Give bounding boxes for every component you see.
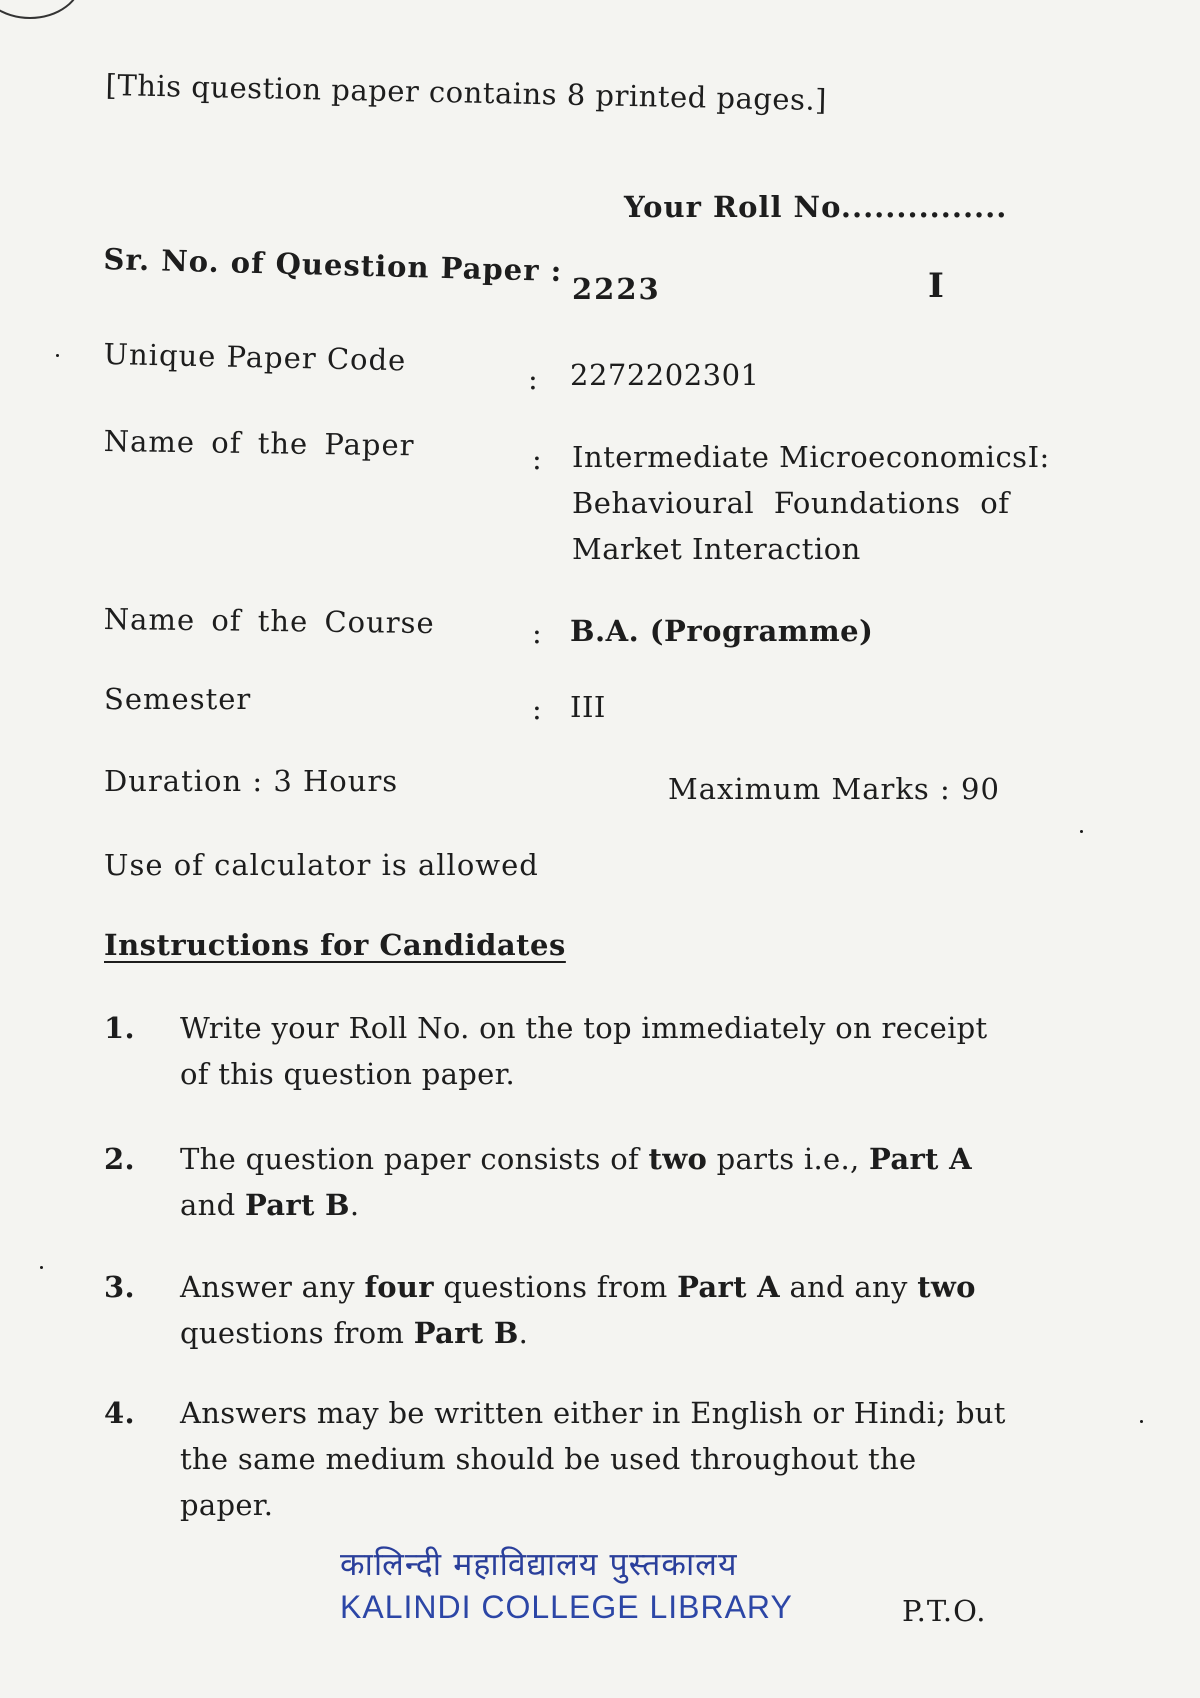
instruction-number: 2. <box>104 1142 135 1176</box>
instruction-text: Answer any four questions from Part A and any two questions from Part B. <box>180 1270 976 1350</box>
upc-label: Unique Paper Code <box>103 337 407 378</box>
course-colon: : <box>532 616 542 650</box>
instruction-item <box>104 1390 1014 1528</box>
paper-name-line-1: Intermediate MicroeconomicsI: <box>572 440 1050 474</box>
instruction-text: The question paper consists of two parts i.e., Part A and Part B. <box>180 1142 972 1222</box>
instruction-number: 4. <box>104 1396 135 1430</box>
duration: Duration : 3 Hours <box>104 764 399 798</box>
course-value: B.A. (Programme) <box>570 614 874 648</box>
semester-colon: : <box>532 692 542 726</box>
scan-speck <box>1140 1420 1143 1423</box>
roll-number-field: Your Roll No............... <box>624 190 1008 224</box>
serial-number-value: 2223 <box>572 272 661 306</box>
instruction-text: Write your Roll No. on the top immediately on receipt of this question paper. <box>180 1011 988 1091</box>
instruction-number: 3. <box>104 1270 135 1304</box>
instructions-heading: Instructions for Candidates <box>104 928 566 962</box>
paper-name-colon: : <box>532 442 542 476</box>
paper-name-line-2: Behavioural Foundations of <box>572 486 1010 520</box>
semester-value: III <box>570 690 606 724</box>
instruction-item <box>104 1005 1014 1097</box>
instruction-item <box>104 1136 1014 1228</box>
calculator-note: Use of calculator is allowed <box>104 848 539 882</box>
scan-speck <box>40 1266 43 1269</box>
instruction-number: 1. <box>104 1011 135 1045</box>
pto-label: P.T.O. <box>902 1594 987 1628</box>
paper-set: I <box>928 266 945 306</box>
serial-number-label: Sr. No. of Question Paper : <box>103 242 563 289</box>
upc-colon: : <box>528 362 538 396</box>
paper-name-line-3: Market Interaction <box>572 532 861 566</box>
upc-value: 2272202301 <box>570 358 760 392</box>
scan-speck <box>1080 830 1083 833</box>
maximum-marks: Maximum Marks : 90 <box>668 772 1000 806</box>
semester-label: Semester <box>104 682 252 716</box>
pages-notice: [This question paper contains 8 printed pages.] <box>105 68 828 118</box>
library-stamp-hindi: कालिन्दी महाविद्यालय पुस्तकालय <box>340 1545 738 1583</box>
instruction-text: Answers may be written either in English or Hindi; but the same medium should be used throughout the paper. <box>180 1396 1006 1522</box>
library-stamp <box>340 1542 880 1626</box>
instruction-item <box>104 1264 1014 1356</box>
paper-name-label: Name of the Paper <box>103 424 415 463</box>
course-label: Name of the Course <box>103 602 435 641</box>
corner-ink-mark <box>0 0 82 19</box>
library-stamp-english: KALINDI COLLEGE LIBRARY <box>340 1589 793 1625</box>
scan-speck <box>56 354 59 357</box>
